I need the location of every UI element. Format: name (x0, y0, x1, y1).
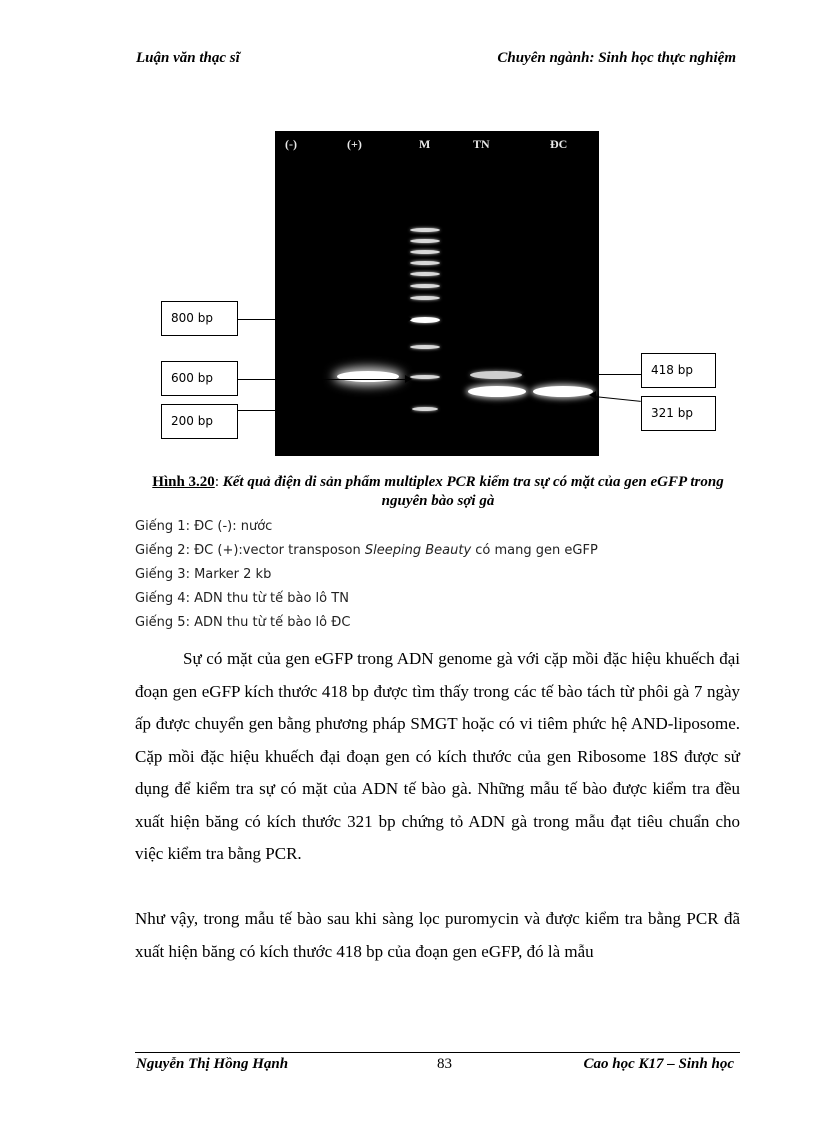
arrow-head-800bp (405, 315, 412, 323)
footer-course: Cao học K17 – Sinh học (583, 1056, 734, 1072)
pointer-line-600bp (238, 379, 409, 380)
lane-label-marker: M (419, 137, 431, 151)
ladder-band-200bp (412, 407, 438, 411)
pointer-line-200bp (238, 410, 409, 411)
lane-label-negative: (-) (285, 137, 297, 151)
ladder-band (410, 345, 440, 349)
lane-legend (135, 515, 598, 635)
legend-line-2-suffix: có mang gen eGFP (471, 543, 598, 558)
tn-band-418bp (470, 371, 522, 379)
ladder-band-800bp (410, 317, 440, 323)
legend-line-2 (135, 539, 598, 563)
body-paragraph-2: Như vậy, trong mẫu tế bào sau khi sàng lọc puromycin và được kiểm tra bằng PCR đã xuất hiện băng có kích thước 418 bp của đoạn gen eGFP, đó là mẫu (135, 909, 740, 961)
ladder-band (410, 272, 440, 276)
ladder-band (410, 250, 440, 254)
arrow-head-600bp (405, 375, 412, 383)
label-600bp: 600 bp (161, 361, 238, 396)
footer-rule (135, 1052, 740, 1053)
figure-caption (140, 473, 736, 511)
tn-band-321bp (468, 386, 526, 397)
dc-band-321bp (533, 386, 593, 397)
ladder-band (410, 228, 440, 232)
ladder-band (410, 296, 440, 300)
pointer-line-800bp (238, 319, 409, 320)
legend-line-2-prefix: Giếng 2: ĐC (+):vector transposon (135, 543, 365, 558)
lane-label-dc: ĐC (550, 137, 568, 151)
pointer-line-418bp (527, 374, 641, 375)
legend-line-2-italic: Sleeping Beauty (364, 543, 472, 558)
running-header-left: Luận văn thạc sĩ (136, 50, 240, 66)
label-800bp: 800 bp (161, 301, 238, 336)
caption-figure-number: Hình 3.20 (152, 474, 215, 490)
legend-line-5: Giếng 5: ADN thu từ tế bào lô ĐC (135, 615, 351, 630)
legend-line-1: Giếng 1: ĐC (-): nước (135, 519, 273, 534)
caption-separator: : (214, 474, 223, 490)
ladder-band (410, 261, 440, 265)
positive-control-band (337, 371, 399, 382)
lane-label-positive: (+) (347, 137, 362, 151)
legend-line-3: Giếng 3: Marker 2 kb (135, 567, 272, 582)
lane-label-tn: TN (473, 137, 490, 151)
ladder-band-600bp (410, 375, 440, 379)
page-number: 83 (437, 1056, 452, 1072)
label-200bp: 200 bp (161, 404, 238, 439)
body-paragraph-1: Sự có mặt của gen eGFP trong ADN genome gà với cặp mồi đặc hiệu khuếch đại đoạn gen eGFP kích thước 418 bp được tìm thấy trong các tế bào tách từ phôi gà 7 ngày ấp được chuyển gen bằng phương pháp SMGT hoặc có vi tiêm phức hệ AND-liposome. Cặp mồi đặc hiệu khuếch đại đoạn gen có kích thước của gen Ribosome 18S được sử dụng để kiểm tra sự có mặt của ADN tế bào gà. Những mẫu tế bào được kiểm tra đều xuất hiện băng có kích thước 321 bp chứng tỏ ADN gà trong mẫu đạt tiêu chuẩn cho việc kiểm tra bằng PCR. (135, 649, 740, 863)
footer-author: Nguyễn Thị Hồng Hạnh (136, 1056, 289, 1072)
caption-text: Kết quả điện di sản phẩm multiplex PCR kiểm tra sự có mặt của gen eGFP trong nguyên bào sợi gà (222, 474, 724, 509)
legend-line-4: Giếng 4: ADN thu từ tế bào lô TN (135, 591, 349, 606)
running-header-right: Chuyên ngành: Sinh học thực nghiệm (497, 50, 736, 66)
gel-electrophoresis-image (275, 131, 599, 456)
label-321bp: 321 bp (641, 396, 716, 431)
arrow-head-200bp (405, 406, 412, 414)
pointer-line-321bp (594, 396, 641, 402)
arrow-head-321bp (589, 391, 596, 399)
ladder-band (410, 239, 440, 243)
arrow-head-418bp (522, 370, 529, 378)
ladder-band (410, 284, 440, 288)
label-418bp: 418 bp (641, 353, 716, 388)
